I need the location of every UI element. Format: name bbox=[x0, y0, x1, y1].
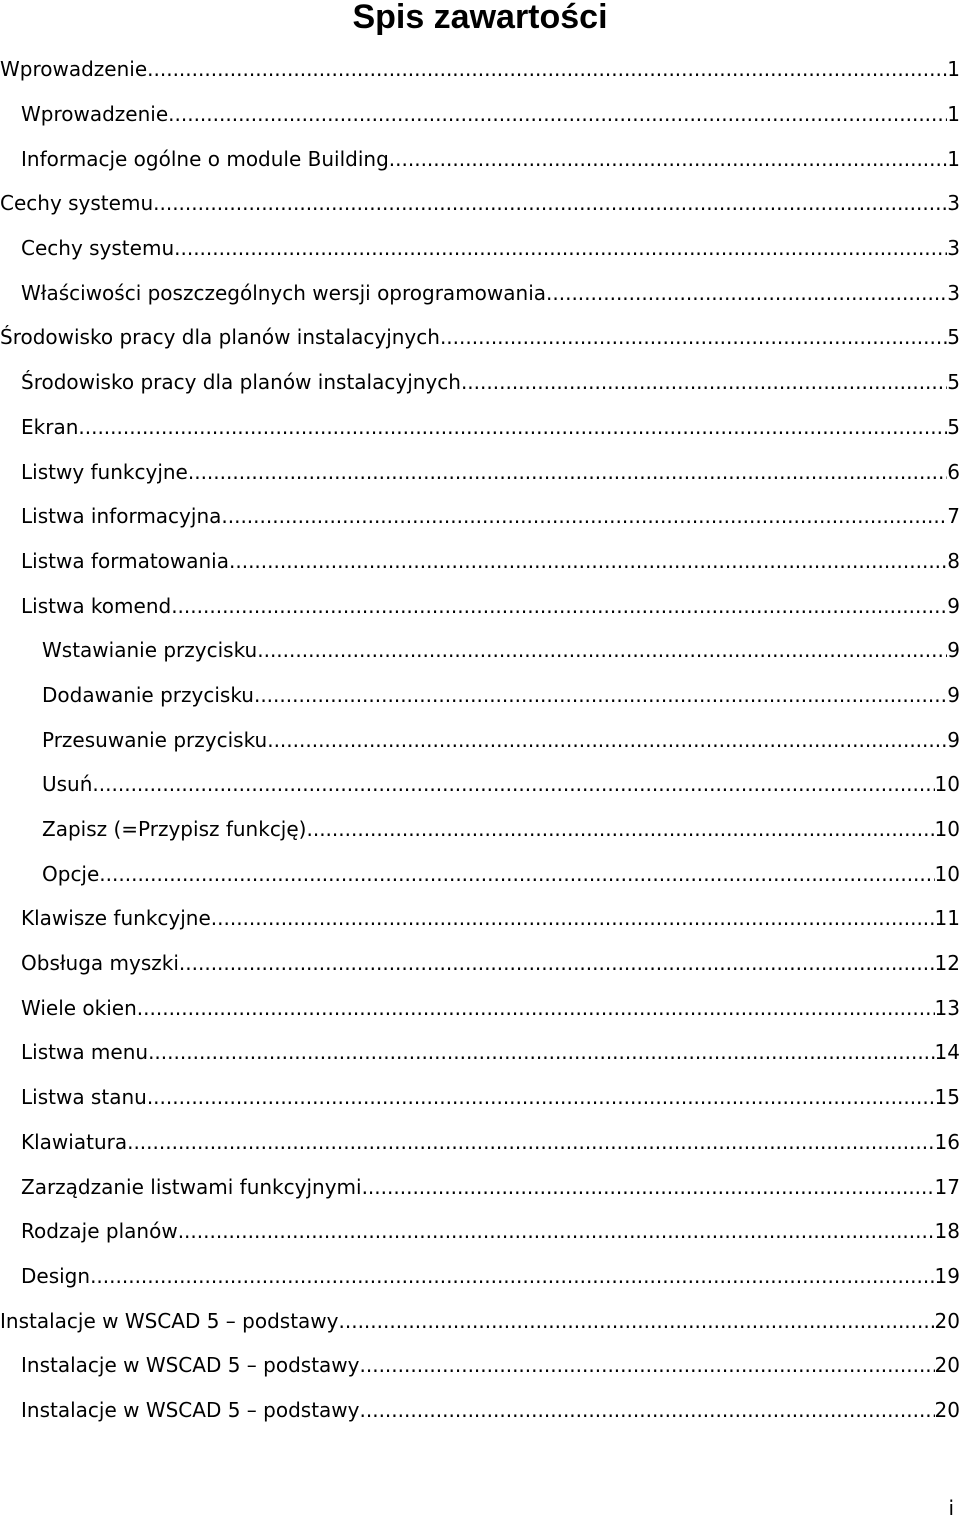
toc-page-number: 20 bbox=[934, 1397, 960, 1422]
toc-entry-text: Informacje ogólne o module Building bbox=[21, 146, 389, 171]
toc-entry[interactable] bbox=[0, 673, 960, 718]
toc-page-number: 5 bbox=[947, 370, 960, 395]
toc-entry-text: Usuń bbox=[42, 772, 93, 797]
toc-entry[interactable] bbox=[0, 47, 960, 92]
toc-entry[interactable] bbox=[0, 1164, 960, 1209]
toc-dot-leader bbox=[546, 281, 947, 305]
toc-dot-leader bbox=[78, 415, 947, 439]
toc-dot-leader bbox=[147, 57, 947, 81]
toc-dot-leader bbox=[461, 370, 947, 394]
toc-dot-leader bbox=[171, 594, 947, 618]
toc-page-number: 3 bbox=[947, 191, 960, 216]
toc-entry[interactable] bbox=[0, 1075, 960, 1120]
toc-entry[interactable] bbox=[0, 628, 960, 673]
toc-entry[interactable] bbox=[0, 1298, 960, 1343]
toc-entry-text: Listwa komend bbox=[21, 593, 172, 618]
toc-page-number: 9 bbox=[947, 593, 960, 618]
toc-entry-text: Listwa informacyjna bbox=[21, 504, 222, 529]
toc-page-number: 13 bbox=[934, 995, 960, 1020]
toc-entry[interactable] bbox=[0, 896, 960, 941]
footer-page-number: i bbox=[948, 1496, 954, 1520]
toc-entry[interactable] bbox=[0, 941, 960, 986]
toc-page-number: 1 bbox=[947, 57, 960, 82]
toc-entry-text: Wprowadzenie bbox=[0, 57, 148, 82]
toc-dot-leader bbox=[178, 1219, 935, 1243]
toc-entry[interactable] bbox=[0, 807, 960, 852]
toc-dot-leader bbox=[360, 1353, 935, 1377]
toc-page-number: 5 bbox=[947, 325, 960, 350]
toc-entry-text: Listwa formatowania bbox=[21, 548, 229, 573]
toc-dot-leader bbox=[188, 460, 947, 484]
toc-entry-text: Zapisz (=Przypisz funkcję) bbox=[42, 817, 307, 842]
toc-page-number: 3 bbox=[947, 280, 960, 305]
toc-entry[interactable] bbox=[0, 449, 960, 494]
toc-entry-text: Opcje bbox=[42, 861, 100, 886]
toc-entry[interactable] bbox=[0, 315, 960, 360]
toc-page-number: 1 bbox=[947, 146, 960, 171]
toc-entry[interactable] bbox=[0, 851, 960, 896]
toc-page-number: 8 bbox=[947, 548, 960, 573]
toc-page-number: 10 bbox=[934, 817, 960, 842]
toc-dot-leader bbox=[229, 549, 947, 573]
toc-dot-leader bbox=[179, 951, 935, 975]
toc-entry-text: Klawiatura bbox=[21, 1129, 128, 1154]
toc-entry[interactable] bbox=[0, 360, 960, 405]
toc-dot-leader bbox=[257, 638, 947, 662]
toc-page-number: 19 bbox=[934, 1263, 960, 1288]
toc-entry-text: Instalacje w WSCAD 5 – podstawy bbox=[0, 1308, 339, 1333]
toc-dot-leader bbox=[127, 1130, 934, 1154]
toc-entry[interactable] bbox=[0, 181, 960, 226]
toc-dot-leader bbox=[168, 102, 947, 126]
toc-entry[interactable] bbox=[0, 270, 960, 315]
toc-page-number: 9 bbox=[947, 682, 960, 707]
toc-entry-text: Listwa stanu bbox=[21, 1085, 147, 1110]
toc-dot-leader bbox=[221, 504, 947, 528]
toc-page-number: 7 bbox=[947, 504, 960, 529]
toc-entry[interactable] bbox=[0, 136, 960, 181]
toc-dot-leader bbox=[362, 1175, 935, 1199]
toc-entry-text: Wprowadzenie bbox=[21, 102, 169, 127]
toc-page-number: 10 bbox=[934, 772, 960, 797]
toc-entry[interactable] bbox=[0, 1343, 960, 1388]
toc-entry[interactable] bbox=[0, 405, 960, 450]
toc-entry[interactable] bbox=[0, 717, 960, 762]
toc-page-number: 16 bbox=[934, 1129, 960, 1154]
toc-page-number: 9 bbox=[947, 638, 960, 663]
toc-entry-text: Obsługa myszki bbox=[21, 951, 179, 976]
toc-dot-leader bbox=[174, 236, 947, 260]
toc-entry[interactable] bbox=[0, 494, 960, 539]
toc-page-number: 15 bbox=[934, 1085, 960, 1110]
toc-page-number: 20 bbox=[934, 1353, 960, 1378]
toc-entry[interactable] bbox=[0, 1030, 960, 1075]
toc-entry[interactable] bbox=[0, 226, 960, 271]
toc-dot-leader bbox=[440, 325, 947, 349]
toc-list bbox=[0, 47, 960, 1432]
toc-entry-text: Cechy systemu bbox=[21, 236, 175, 261]
toc-entry-text: Środowisko pracy dla planów instalacyjnych bbox=[21, 370, 461, 395]
toc-dot-leader bbox=[153, 191, 947, 215]
toc-entry[interactable] bbox=[0, 539, 960, 584]
toc-entry-text: Właściwości poszczególnych wersji oprogramowania bbox=[21, 280, 547, 305]
toc-dot-leader bbox=[90, 1264, 934, 1288]
toc-page-number: 20 bbox=[934, 1308, 960, 1333]
toc-dot-leader bbox=[267, 728, 947, 752]
toc-entry-text: Przesuwanie przycisku bbox=[42, 727, 268, 752]
toc-dot-leader bbox=[137, 996, 935, 1020]
toc-page-number: 3 bbox=[947, 236, 960, 261]
toc-page-number: 12 bbox=[934, 951, 960, 976]
toc-page-number: 11 bbox=[934, 906, 960, 931]
toc-entry[interactable] bbox=[0, 1254, 960, 1299]
toc-page-number: 6 bbox=[947, 459, 960, 484]
toc-dot-leader bbox=[147, 1085, 935, 1109]
toc-dot-leader bbox=[254, 683, 947, 707]
toc-entry-text: Cechy systemu bbox=[0, 191, 154, 216]
toc-entry[interactable] bbox=[0, 1209, 960, 1254]
toc-entry-text: Klawisze funkcyjne bbox=[21, 906, 211, 931]
toc-dot-leader bbox=[389, 147, 947, 171]
toc-entry[interactable] bbox=[0, 92, 960, 137]
toc-dot-leader bbox=[360, 1398, 935, 1422]
toc-entry-text: Rodzaje planów bbox=[21, 1219, 178, 1244]
toc-entry-text: Ekran bbox=[21, 414, 79, 439]
toc-page-number: 14 bbox=[934, 1040, 960, 1065]
toc-page-number: 10 bbox=[934, 861, 960, 886]
toc-entry[interactable] bbox=[0, 985, 960, 1030]
toc-entry-text: Środowisko pracy dla planów instalacyjnych bbox=[0, 325, 440, 350]
toc-dot-leader bbox=[306, 817, 934, 841]
toc-entry[interactable] bbox=[0, 1120, 960, 1165]
toc-dot-leader bbox=[92, 772, 934, 796]
toc-entry[interactable] bbox=[0, 583, 960, 628]
toc-page-number: 9 bbox=[947, 727, 960, 752]
toc-entry-text: Instalacje w WSCAD 5 – podstawy bbox=[21, 1353, 360, 1378]
toc-page-number: 18 bbox=[934, 1219, 960, 1244]
toc-dot-leader bbox=[99, 862, 934, 886]
toc-entry-text: Zarządzanie listwami funkcyjnymi bbox=[21, 1174, 362, 1199]
toc-dot-leader bbox=[211, 906, 935, 930]
toc-entry-text: Instalacje w WSCAD 5 – podstawy bbox=[21, 1397, 360, 1422]
toc-page-number: 5 bbox=[947, 414, 960, 439]
toc-page-number: 17 bbox=[934, 1174, 960, 1199]
toc-dot-leader bbox=[339, 1309, 935, 1333]
toc-entry[interactable] bbox=[0, 762, 960, 807]
toc-entry-text: Design bbox=[21, 1263, 91, 1288]
toc-title: Spis zawartości bbox=[352, 0, 608, 36]
toc-entry[interactable] bbox=[0, 1388, 960, 1433]
toc-entry-text: Wstawianie przycisku bbox=[42, 638, 258, 663]
toc-entry-text: Wiele okien bbox=[21, 995, 137, 1020]
toc-entry-text: Listwy funkcyjne bbox=[21, 459, 188, 484]
toc-dot-leader bbox=[148, 1040, 934, 1064]
toc-entry-text: Dodawanie przycisku bbox=[42, 682, 254, 707]
toc-entry-text: Listwa menu bbox=[21, 1040, 149, 1065]
toc-page-number: 1 bbox=[947, 102, 960, 127]
